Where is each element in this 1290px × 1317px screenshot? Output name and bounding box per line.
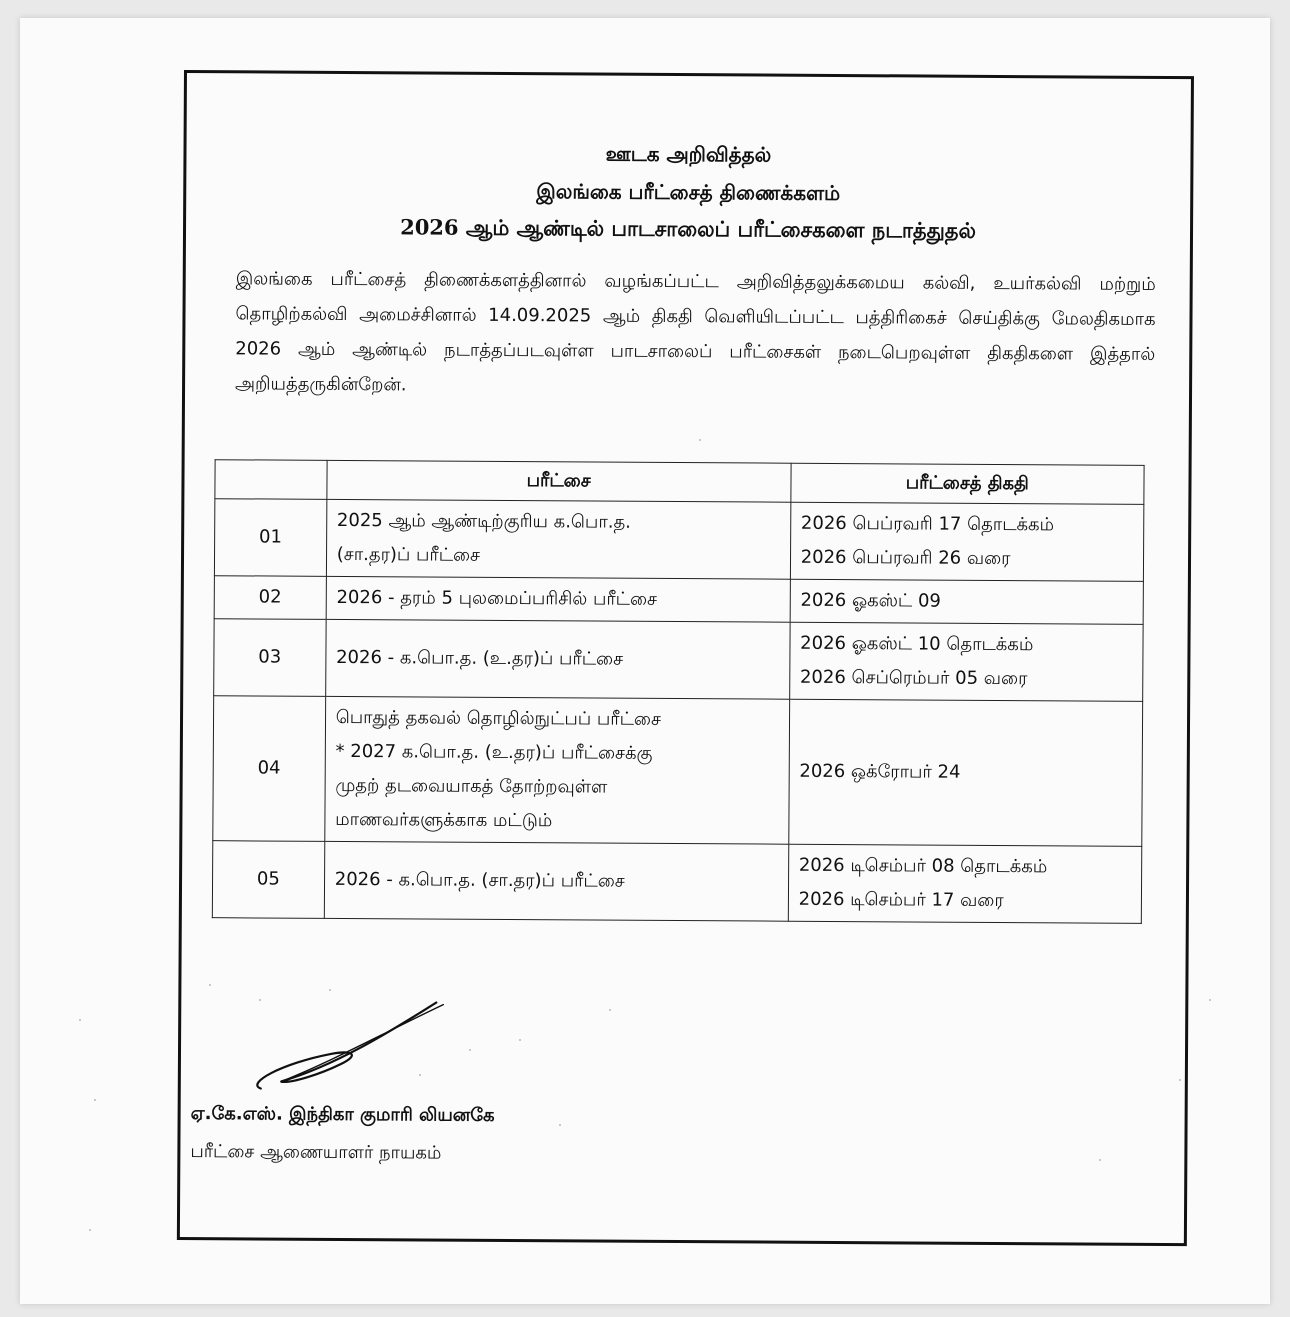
signer-name: ஏ.கே.எஸ். இந்திகா குமாரி லியனகே (190, 1103, 495, 1126)
signature-stroke (281, 1004, 443, 1083)
exam-schedule-table (212, 459, 1145, 924)
intro-paragraph: இலங்கை பரீட்சைத் திணைக்களத்தினால் வழங்கப்பட்ட அறிவித்தலுக்கமைய கல்வி, உயர்கல்வி மற்றும் தொழிற்கல்வி அமைச்சினால் 14.09.2025 ஆம் திகதி வெளியிடப்பட்ட பத்திரிகைச் செய்திக்கு மேலதிகமாக 2026 ஆம் ஆண்டில் நடாத்தப்படவுள்ள பாடசாலைப் பரீட்சைகள் நடைபெறவுள்ள திகதிகளை இத்தால் அறியத்தருகின்றேன். (235, 268, 1156, 396)
date-cell (789, 622, 1143, 701)
notice-frame (177, 70, 1194, 1246)
exam-line: * 2027 க.பொ.த. (உ.தர)ப் பரீட்சைக்கு (335, 740, 653, 764)
date-cell (790, 502, 1144, 581)
row-number: 02 (214, 576, 326, 620)
date-cell (790, 579, 1144, 624)
header-date: பரீட்சைத் திகதி (791, 463, 1145, 504)
date-line: 2026 செப்ரெம்பர் 05 வரை (799, 666, 1028, 690)
exam-line: 2026 - தரம் 5 புலமைப்பரிசில் பரீட்சை (336, 586, 658, 610)
exam-cell (324, 841, 788, 921)
exam-cell (325, 619, 789, 699)
table-row (214, 499, 1143, 582)
date-cell (788, 844, 1142, 923)
signer-title: பரீட்சை ஆணையாளர் நாயகம் (190, 1141, 442, 1164)
date-line: 2026 ஓகஸ்ட் 10 தொடக்கம் (800, 632, 1034, 656)
exam-cell (325, 696, 790, 844)
exam-line: பொதுத் தகவல் தொழில்நுட்பப் பரீட்சை (335, 706, 662, 730)
row-number: 04 (213, 696, 326, 842)
exam-line: முதற் தடவையாகத் தோற்றவுள்ள (335, 774, 608, 798)
exam-line: மாணவர்களுக்காக மட்டும் (335, 808, 553, 832)
date-line: 2026 டிசெம்பர் 08 தொடக்கம் (798, 854, 1048, 878)
date-line: 2026 ஒக்ரோபர் 24 (799, 760, 961, 783)
table-row (213, 696, 1143, 847)
table-row (212, 841, 1141, 924)
exam-cell (326, 576, 790, 622)
date-line: 2026 ஓகஸ்ட் 09 (800, 589, 941, 612)
department-heading: இலங்கை பரீட்சைத் திணைக்களம் (536, 179, 841, 206)
exam-line: (சா.தர)ப் பரீட்சை (336, 543, 481, 566)
date-line: 2026 பெப்ரவரி 26 வரை (800, 546, 1011, 570)
header-number (215, 460, 327, 500)
row-number: 05 (212, 841, 324, 919)
date-cell (788, 699, 1142, 846)
row-number: 01 (214, 499, 326, 577)
exam-line: 2026 - க.பொ.த. (சா.தர)ப் பரீட்சை (334, 868, 625, 892)
exam-line: 2026 - க.பொ.த. (உ.தர)ப் பரீட்சை (336, 646, 624, 670)
table-row (214, 576, 1143, 625)
date-line: 2026 டிசெம்பர் 17 வரை (798, 888, 1004, 912)
exam-cell (326, 499, 790, 579)
signature-stroke (257, 1001, 436, 1089)
exam-line: 2025 ஆம் ஆண்டிற்குரிய க.பொ.த. (336, 509, 631, 533)
table-header-row (215, 460, 1144, 505)
table-row (214, 619, 1143, 702)
notice-heading: ஊடக அறிவித்தல் (605, 141, 772, 167)
row-number: 03 (214, 619, 326, 697)
header-exam: பரீட்சை (327, 460, 791, 502)
signature-image (221, 983, 462, 1104)
date-line: 2026 பெப்ரவரி 17 தொடக்கம் (800, 512, 1055, 536)
subject-heading: 2026 ஆம் ஆண்டில் பாடசாலைப் பரீட்சைகளை நடாத்துதல் (400, 214, 977, 243)
